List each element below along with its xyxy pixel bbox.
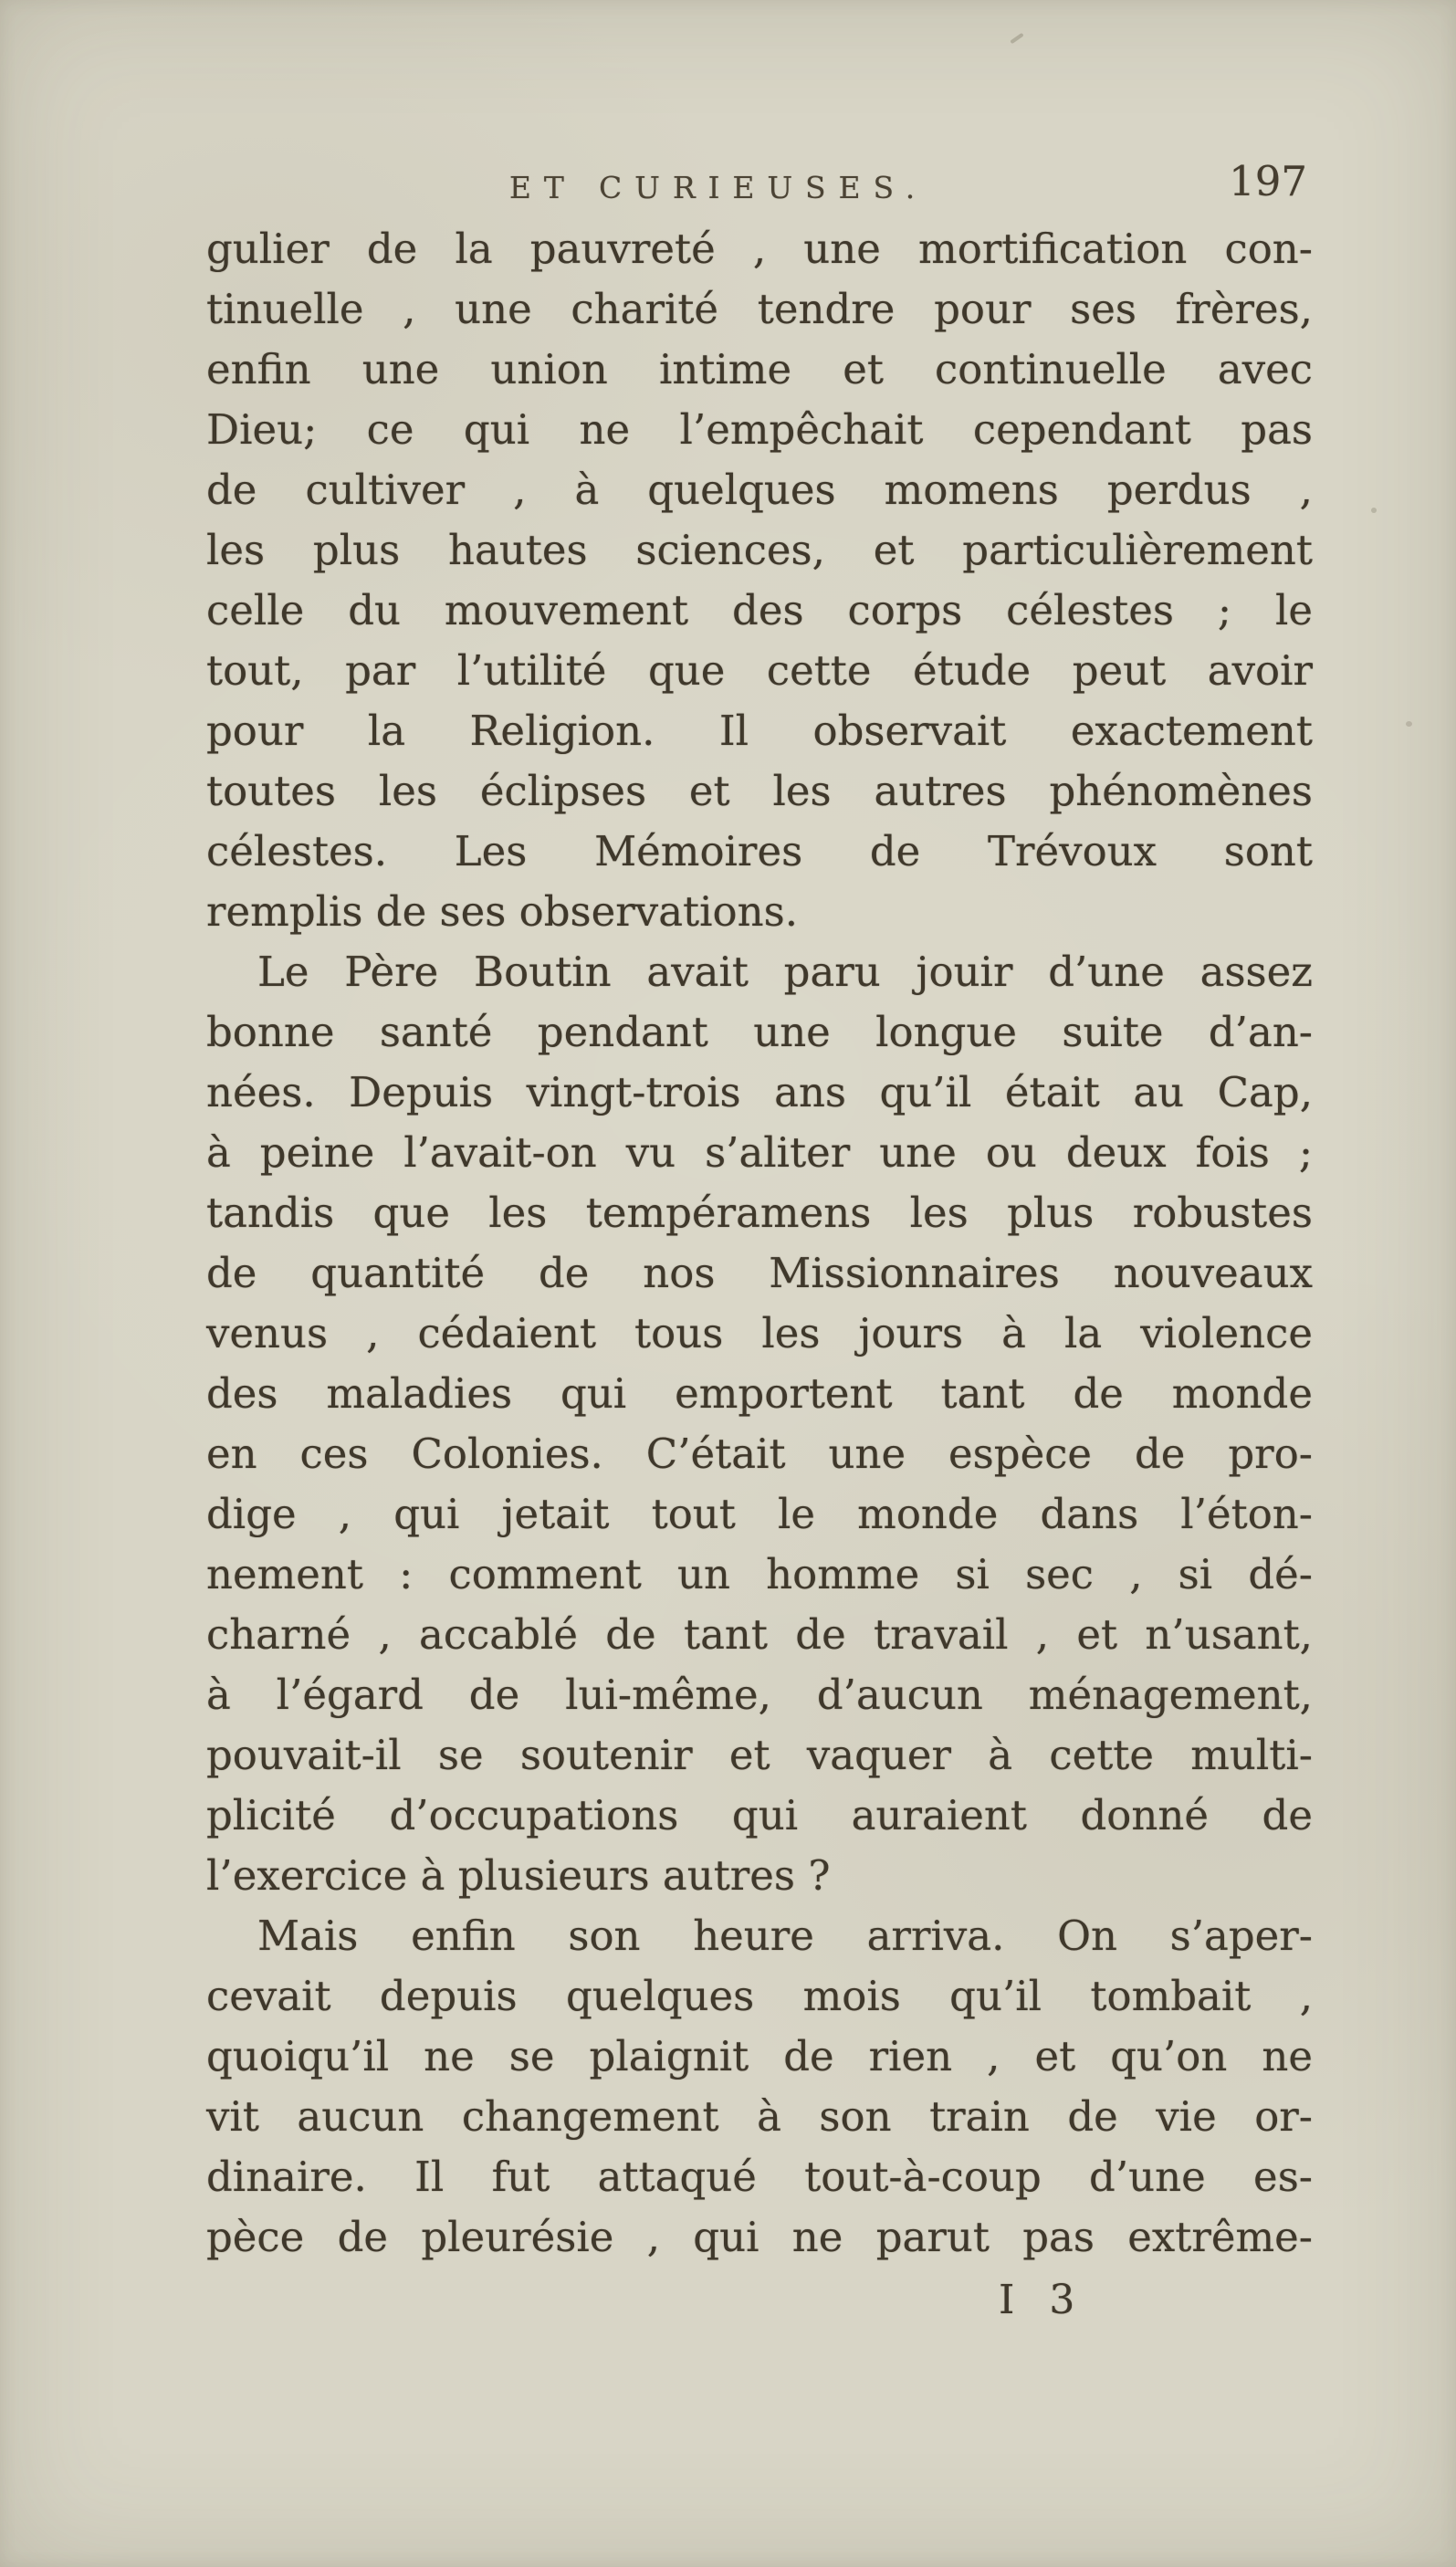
text-line: tandis que les tempéramens les plus robustes	[206, 1189, 1313, 1237]
text-line: cevait depuis quelques mois qu’il tombait ,	[206, 1972, 1313, 2020]
text-line: gulier de la pauvreté , une mortification con-	[206, 225, 1313, 273]
text-line: pour la Religion. Il observait exactement	[206, 707, 1313, 755]
text-line: Mais enfin son heure arriva. On s’aper-	[257, 1912, 1313, 1960]
text-line: enfin une union intime et continuelle avec	[206, 345, 1313, 393]
text-line: pouvait-il se soutenir et vaquer à cette multi-	[206, 1731, 1313, 1779]
text-line: dinaire. Il fut attaqué tout-à-coup d’une es-	[206, 2153, 1313, 2201]
text-line: Le Père Boutin avait paru jouir d’une assez	[257, 948, 1313, 996]
text-line: charné , accablé de tant de travail , et n’usant,	[206, 1610, 1313, 1659]
text-line: à l’égard de lui-même, d’aucun ménagement,	[206, 1671, 1313, 1719]
text-line: célestes. Les Mémoires de Trévoux sont	[206, 827, 1313, 875]
text-line: nées. Depuis vingt-trois ans qu’il était au Cap,	[206, 1068, 1313, 1116]
text-line: les plus hautes sciences, et particulièrement	[206, 526, 1313, 574]
text-line: à peine l’avait-on vu s’aliter une ou deux fois ;	[206, 1128, 1313, 1177]
text-line: des maladies qui emportent tant de monde	[206, 1369, 1313, 1418]
text-line: dige , qui jetait tout le monde dans l’éton-	[206, 1490, 1313, 1538]
signature-mark: I 3	[999, 2277, 1086, 2323]
text-line: de cultiver , à quelques momens perdus ,	[206, 466, 1313, 514]
running-title: ET CURIEUSES.	[508, 170, 928, 205]
paper-speck	[1010, 33, 1023, 44]
text-line: nement : comment un homme si sec , si dé-	[206, 1550, 1313, 1598]
paper-speck	[1406, 721, 1412, 727]
text-line: plicité d’occupations qui auraient donné de	[206, 1791, 1313, 1839]
text-line: tinuelle , une charité tendre pour ses frères,	[206, 285, 1313, 333]
text-line: remplis de ses observations.	[206, 887, 798, 936]
body-text	[206, 219, 1313, 2323]
text-line: en ces Colonies. C’était une espèce de pro-	[206, 1430, 1313, 1478]
text-line: quoiqu’il ne se plaignit de rien , et qu’on ne	[206, 2032, 1313, 2080]
text-line: tout, par l’utilité que cette étude peut avoir	[206, 646, 1313, 695]
text-line: l’exercice à plusieurs autres ?	[206, 1851, 831, 1900]
paper-speck	[1371, 508, 1377, 513]
text-line: bonne santé pendant une longue suite d’an-	[206, 1008, 1313, 1056]
text-line: toutes les éclipses et les autres phénomènes	[206, 767, 1313, 815]
text-line: venus , cédaient tous les jours à la violence	[206, 1309, 1313, 1357]
text-line: de quantité de nos Missionnaires nouveaux	[206, 1249, 1313, 1297]
text-line: vit aucun changement à son train de vie or-	[206, 2092, 1313, 2141]
text-line: celle du mouvement des corps célestes ; le	[206, 586, 1313, 634]
text-line: pèce de pleurésie , qui ne parut pas extrême-	[206, 2213, 1313, 2261]
page-number: 197	[1229, 157, 1307, 205]
text-line: Dieu; ce qui ne l’empêchait cependant pas	[206, 405, 1313, 454]
